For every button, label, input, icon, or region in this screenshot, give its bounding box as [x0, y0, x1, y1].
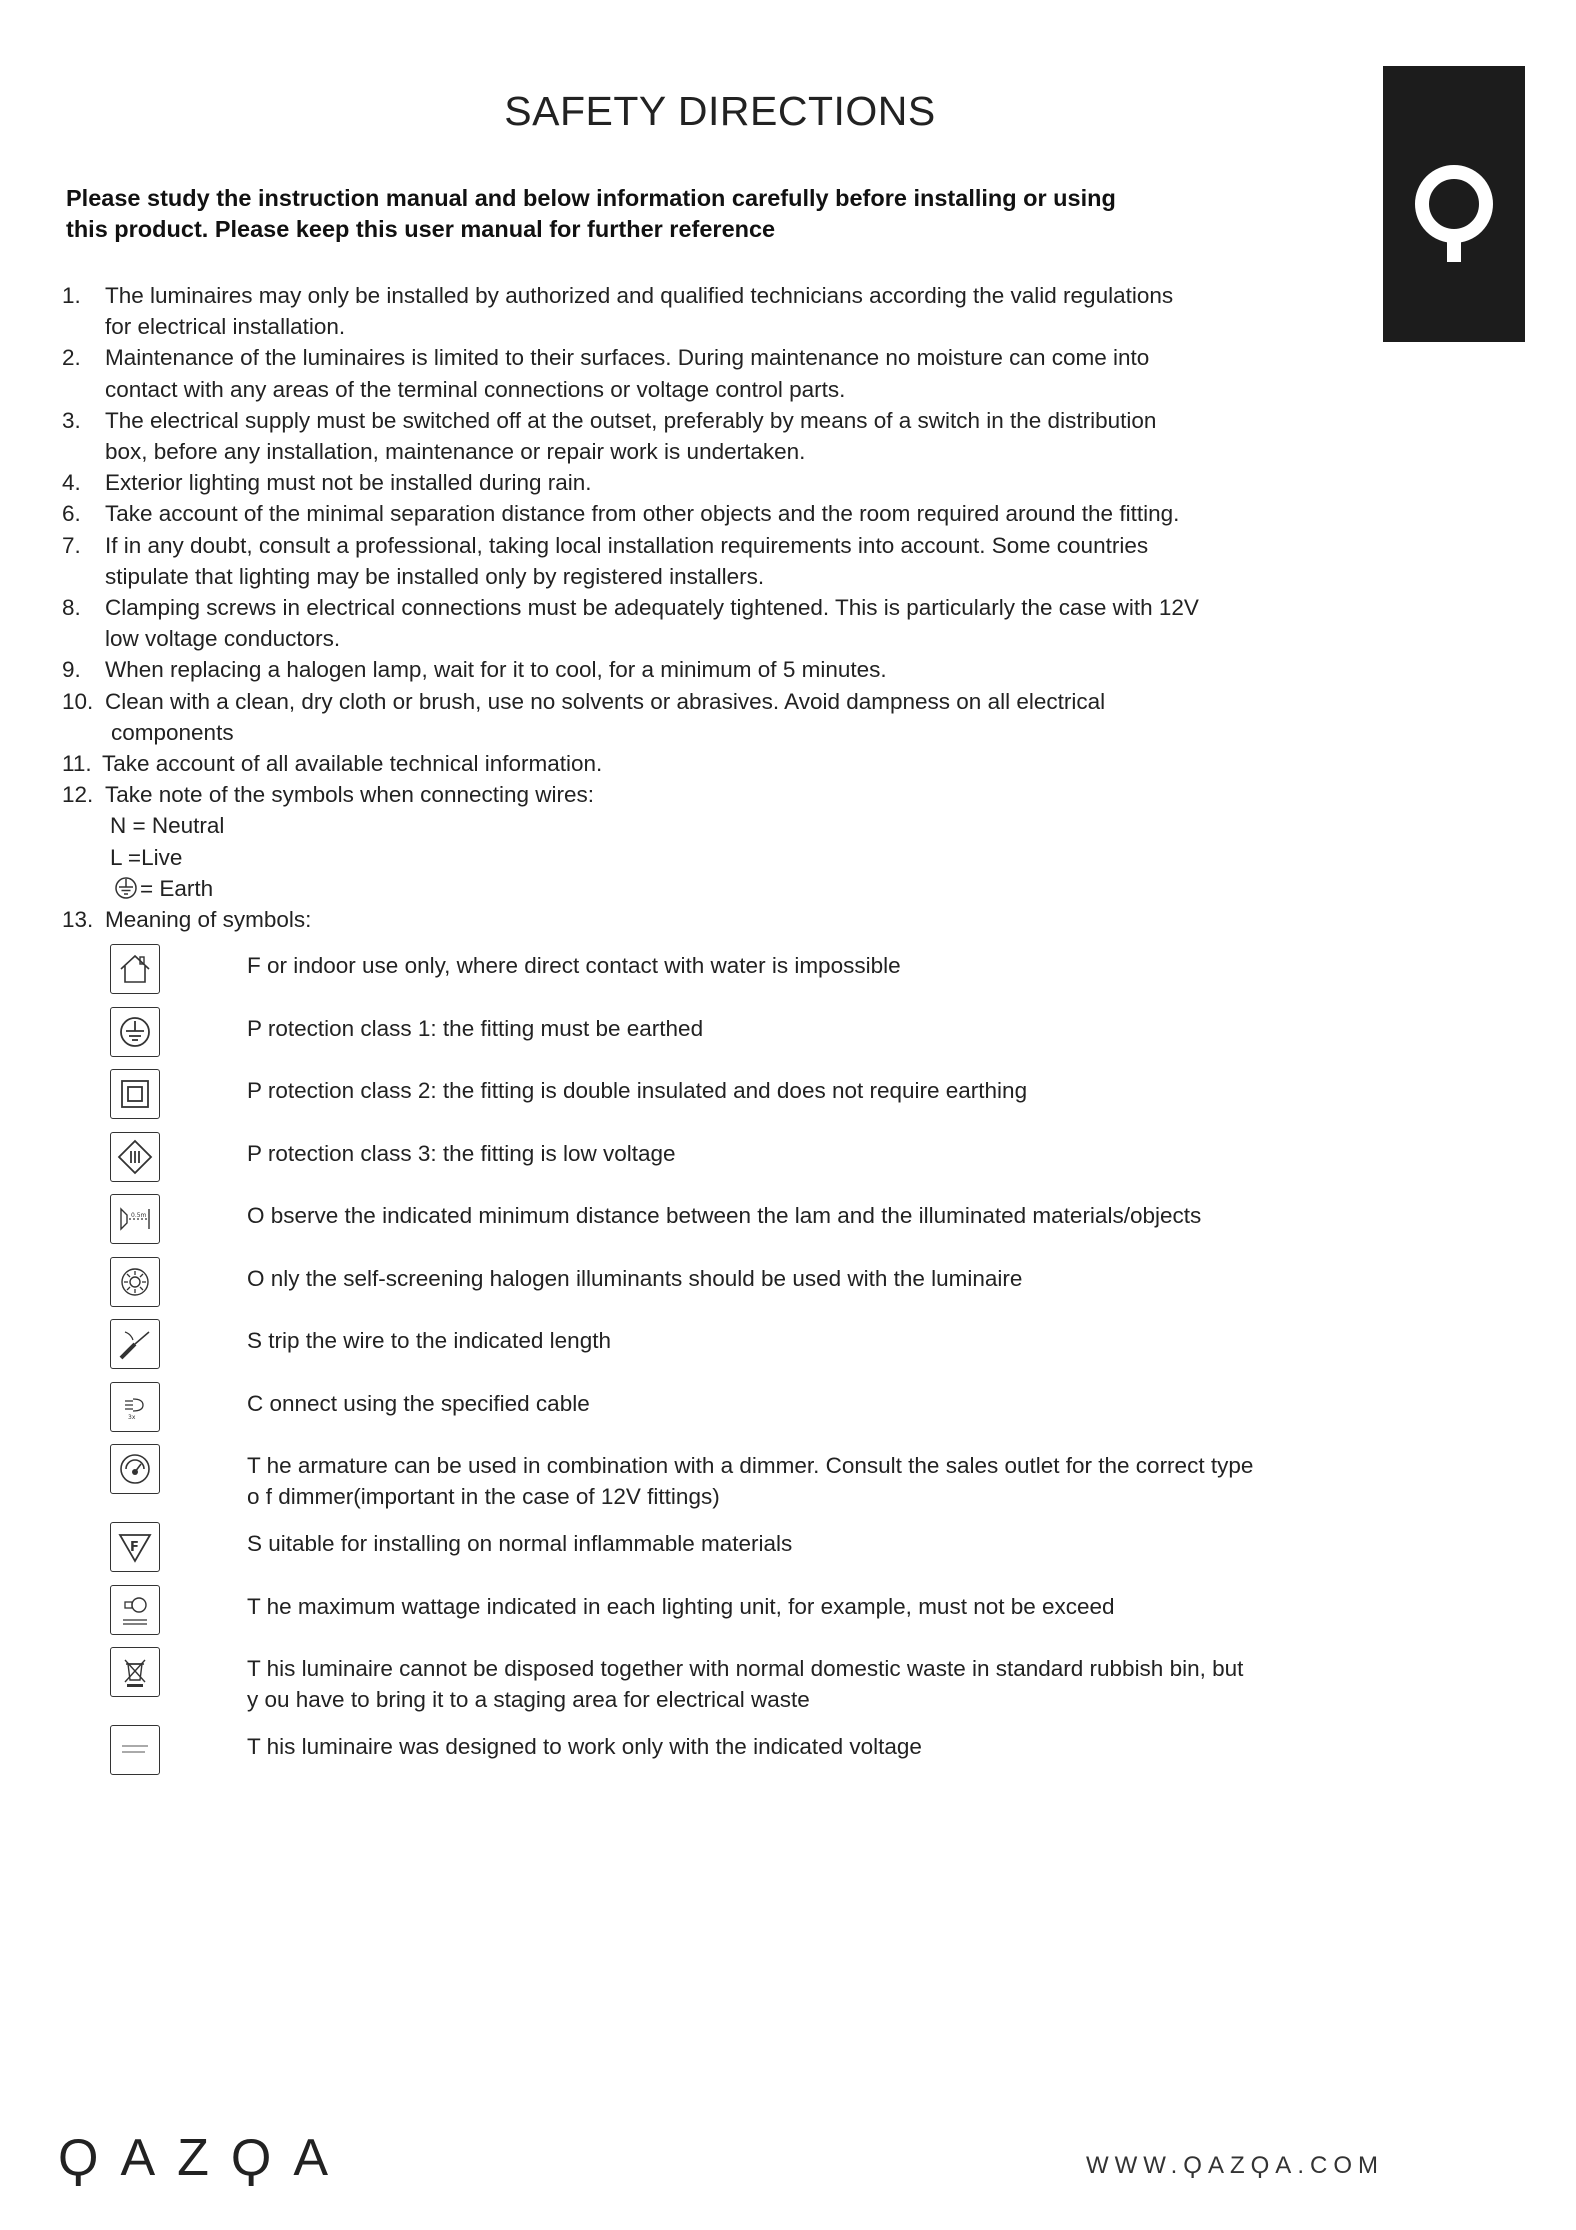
symbol-text: C onnect using the specified cable: [247, 1390, 590, 1416]
symbol-text: T his luminaire cannot be disposed together with normal domestic waste in standard rubbish bin, but: [247, 1656, 1244, 1681]
protection-class-1-icon: [110, 1007, 160, 1057]
wire-live: L =Live: [110, 844, 183, 870]
wire-earth-label: = Earth: [140, 875, 214, 901]
symbol-text: P rotection class 2: the fitting is double insulated and does not require earthing: [247, 1078, 1028, 1103]
protection-class-2-icon: [110, 1069, 160, 1119]
symbol-text: P rotection class 3: the fitting is low voltage: [247, 1140, 676, 1166]
item-text: Maintenance of the luminaires is limited to their surfaces. During maintenance no moisture can come into: [105, 345, 1150, 371]
item-number: 11.: [62, 751, 92, 777]
item-text: Take account of all available technical information.: [102, 751, 603, 777]
symbol-row: [110, 1325, 1340, 1388]
item-number: 1.: [62, 283, 81, 308]
flammable-surface-icon: [110, 1522, 160, 1572]
item-text: Take note of the symbols when connecting wires:: [105, 782, 595, 808]
item-text: The luminaires may only be installed by authorized and qualified technicians according the valid regulations: [105, 283, 1174, 308]
symbol-text: y ou have to bring it to a staging area for electrical waste: [247, 1687, 810, 1713]
list-item: [62, 904, 1342, 935]
item-text: for electrical installation.: [105, 314, 346, 340]
item-text: low voltage conductors.: [105, 626, 341, 652]
strip-wire-icon: [110, 1319, 160, 1369]
item-number: 9.: [62, 657, 81, 683]
item-text: The electrical supply must be switched off at the outset, preferably by means of a switch in the distribution: [105, 407, 1157, 433]
symbol-text: O bserve the indicated minimum distance between the lam and the illuminated materials/objects: [247, 1203, 1202, 1228]
footer-website-link[interactable]: WWW.ϘAZϘA.COM: [1086, 2152, 1384, 2179]
item-number: 4.: [62, 470, 81, 496]
intro-line: Please study the instruction manual and below information carefully before installing or using: [66, 185, 1116, 211]
page-title: SAFETY DIRECTIONS: [504, 88, 936, 134]
wire-earth: [62, 873, 1342, 904]
item-text: Take account of the minimal separation distance from other objects and the room required around the fitting.: [105, 501, 1180, 527]
symbol-text: F or indoor use only, where direct contact with water is impossible: [247, 953, 901, 978]
list-item: [62, 498, 1342, 529]
list-item: [62, 467, 1342, 498]
indoor-house-icon: [110, 944, 160, 994]
item-text: If in any doubt, consult a professional, taking local installation requirements into account. Some countries: [105, 532, 1149, 558]
self-screening-halogen-icon: [110, 1257, 160, 1307]
symbol-row: [110, 1388, 1340, 1451]
item-text: contact with any areas of the terminal connections or voltage control parts.: [105, 376, 846, 402]
intro-text: [66, 183, 1326, 245]
list-item: [62, 530, 1342, 592]
item-number: 12.: [62, 782, 94, 808]
item-number: 3.: [62, 407, 81, 433]
symbol-text: T he armature can be used in combination with a dimmer. Consult the sales outlet for the correct type: [247, 1453, 1254, 1478]
list-item: [62, 748, 1342, 779]
item-text: When replacing a halogen lamp, wait for it to cool, for a minimum of 5 minutes.: [105, 657, 887, 683]
symbol-text: T his luminaire was designed to work only with the indicated voltage: [247, 1734, 922, 1759]
list-item: [62, 280, 1342, 342]
voltage-label-icon: [110, 1725, 160, 1775]
item-number: 6.: [62, 501, 81, 527]
symbol-row: [110, 1075, 1340, 1138]
wire-neutral: N = Neutral: [110, 813, 225, 839]
list-item: [62, 779, 1342, 810]
symbol-row: [110, 1013, 1340, 1076]
symbol-row: [110, 1591, 1340, 1654]
footer-brand-logo: ϘAZϘA: [58, 2129, 351, 2187]
dimmer-icon: [110, 1444, 160, 1494]
item-number: 7.: [62, 532, 81, 558]
symbols-list: [110, 950, 1340, 1794]
symbol-text: O nly the self-screening halogen illuminants should be used with the luminaire: [247, 1265, 1023, 1291]
symbol-text: T he maximum wattage indicated in each lighting unit, for example, must not be exceed: [247, 1593, 1115, 1619]
item-number: 2.: [62, 345, 81, 371]
svg-text:F: F: [130, 1540, 139, 1555]
list-item: [62, 342, 1342, 404]
svg-text:0.5m: 0.5m: [131, 1212, 147, 1219]
weee-bin-icon: [110, 1647, 160, 1697]
symbol-row: [110, 1528, 1340, 1591]
minimum-distance-icon: [110, 1194, 160, 1244]
list-item: [62, 686, 1342, 748]
item-text: Clamping screws in electrical connections must be adequately tightened. This is particularly the case with 12V: [105, 595, 1199, 621]
symbol-row: [110, 1450, 1340, 1528]
protection-class-3-icon: [110, 1132, 160, 1182]
item-text: stipulate that lighting may be installed only by registered installers.: [105, 563, 765, 589]
specified-cable-icon: [110, 1382, 160, 1432]
svg-text:3x: 3x: [128, 1413, 136, 1421]
max-wattage-icon: [110, 1585, 160, 1635]
symbol-row: [110, 1138, 1340, 1201]
item-text: box, before any installation, maintenance or repair work is undertaken.: [105, 439, 806, 465]
item-text: Meaning of symbols:: [105, 907, 312, 933]
symbol-text: S uitable for installing on normal inflammable materials: [247, 1531, 793, 1556]
list-item: [62, 405, 1342, 467]
symbol-row: [110, 1731, 1340, 1794]
symbol-row: [110, 1263, 1340, 1326]
safety-list: [62, 280, 1342, 935]
symbol-row: [110, 1653, 1340, 1731]
item-text: components: [111, 719, 234, 745]
symbol-text: P rotection class 1: the fitting must be earthed: [247, 1015, 704, 1041]
item-number: 13.: [62, 907, 94, 933]
symbol-row: [110, 950, 1340, 1013]
item-text: Clean with a clean, dry cloth or brush, use no solvents or abrasives. Avoid dampness on all electrical: [105, 688, 1106, 714]
intro-line: this product. Please keep this user manual for further reference: [66, 216, 776, 242]
symbol-text: o f dimmer(important in the case of 12V fittings): [247, 1484, 720, 1510]
item-number: 8.: [62, 595, 81, 621]
earth-ground-icon: [114, 876, 138, 900]
item-text: Exterior lighting must not be installed during rain.: [105, 470, 592, 496]
symbol-row: [110, 1200, 1340, 1263]
symbol-text: S trip the wire to the indicated length: [247, 1328, 611, 1353]
list-item: [62, 654, 1342, 685]
list-item: [62, 592, 1342, 654]
item-number: 10.: [62, 688, 94, 714]
